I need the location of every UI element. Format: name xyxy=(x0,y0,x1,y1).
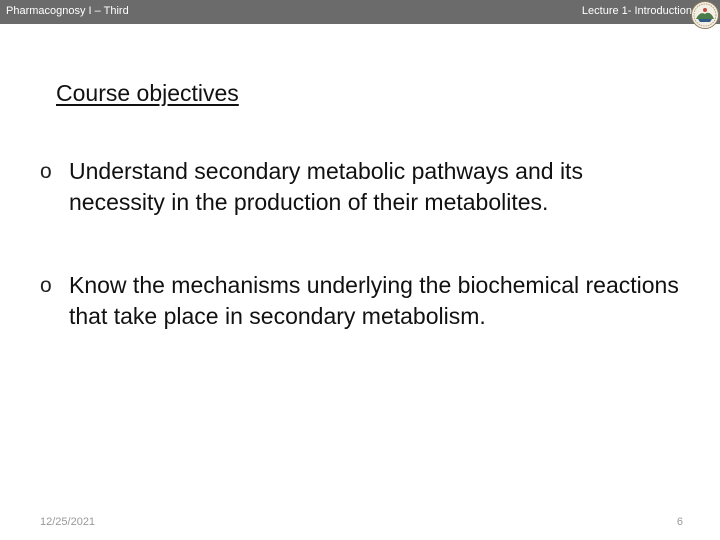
university-seal-icon xyxy=(690,0,720,30)
list-item xyxy=(40,156,680,218)
objectives-list xyxy=(40,156,680,332)
bullet-circle-icon: o xyxy=(40,274,52,297)
header-bar xyxy=(0,0,720,24)
lecture-title: Lecture 1- Introduction xyxy=(581,5,692,17)
course-title: Pharmacognosy I – Third xyxy=(6,5,129,17)
bullet-circle-icon: o xyxy=(40,160,52,183)
list-item-text: Know the mechanisms underlying the biochemical reactions that take place in secondary metabolism. xyxy=(69,272,679,329)
page-number: 6 xyxy=(676,516,683,528)
footer-date: 12/25/2021 xyxy=(40,516,96,528)
slide-heading: Course objectives xyxy=(56,80,239,106)
list-item-text: Understand secondary metabolic pathways and its necessity in the production of their metabolites. xyxy=(69,158,583,215)
list-item xyxy=(40,270,680,332)
